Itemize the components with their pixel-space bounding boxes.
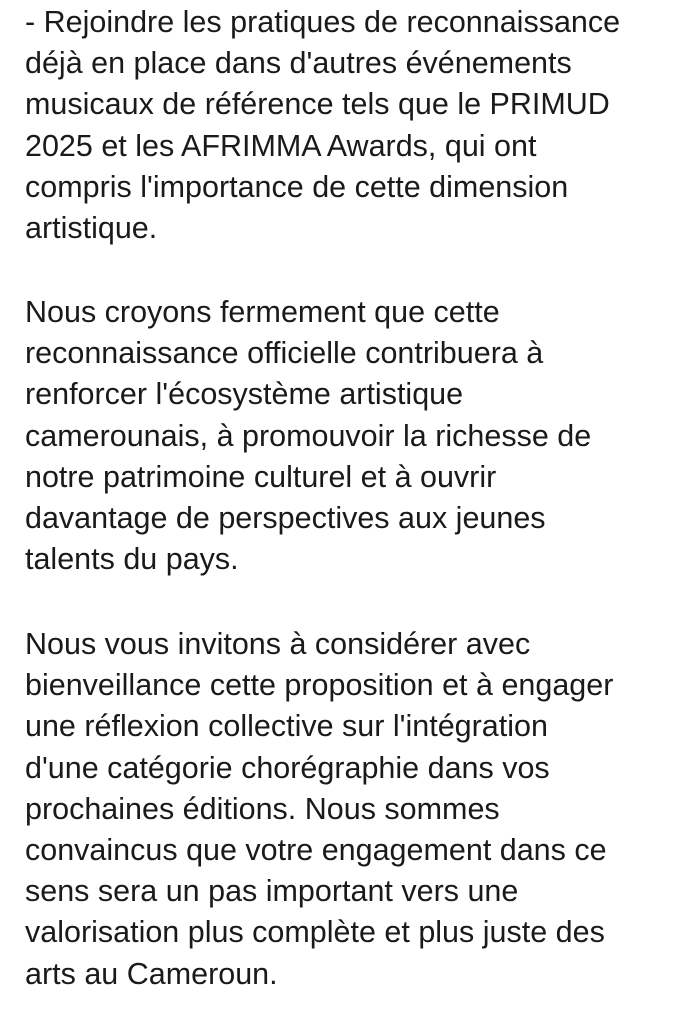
text-line: reconnaissance officielle contribuera à — [25, 336, 544, 371]
text-line: valorisation plus complète et plus juste des — [25, 915, 605, 950]
paragraph-belief-statement — [25, 292, 591, 580]
text-line: bienveillance cette proposition et à engager — [25, 668, 614, 703]
text-line: - Rejoindre les pratiques de reconnaissance — [25, 5, 621, 39]
text-line: prochaines éditions. Nous sommes — [25, 791, 500, 826]
text-line: convaincus que votre engagement dans ce — [25, 832, 607, 867]
text-line: Nous vous invitons à considérer avec — [25, 627, 531, 661]
paragraph-invitation — [25, 624, 613, 995]
text-line: arts au Cameroun. — [25, 956, 278, 991]
text-line: davantage de perspectives aux jeunes — [25, 500, 546, 535]
text-line: 2025 et les AFRIMMA Awards, qui ont — [25, 128, 537, 163]
text-line: musicaux de référence tels que le PRIMUD — [25, 87, 610, 122]
text-line: camerounais, à promouvoir la richesse de — [25, 418, 592, 453]
text-line: déjà en place dans d'autres événements — [25, 46, 572, 81]
text-line: Nous croyons fermement que cette — [25, 295, 500, 329]
text-line: d'une catégorie chorégraphie dans vos — [25, 750, 550, 785]
text-line: artistique. — [25, 210, 158, 245]
text-line: sens sera un pas important vers une — [25, 874, 519, 909]
text-line: renforcer l'écosystème artistique — [25, 377, 464, 412]
text-line: compris l'importance de cette dimension — [25, 169, 569, 204]
text-line: une réflexion collective sur l'intégration — [25, 709, 548, 744]
text-line: talents du pays. — [25, 542, 239, 577]
text-line: notre patrimoine culturel et à ouvrir — [25, 459, 497, 494]
paragraph-recognition-practices — [25, 2, 620, 249]
